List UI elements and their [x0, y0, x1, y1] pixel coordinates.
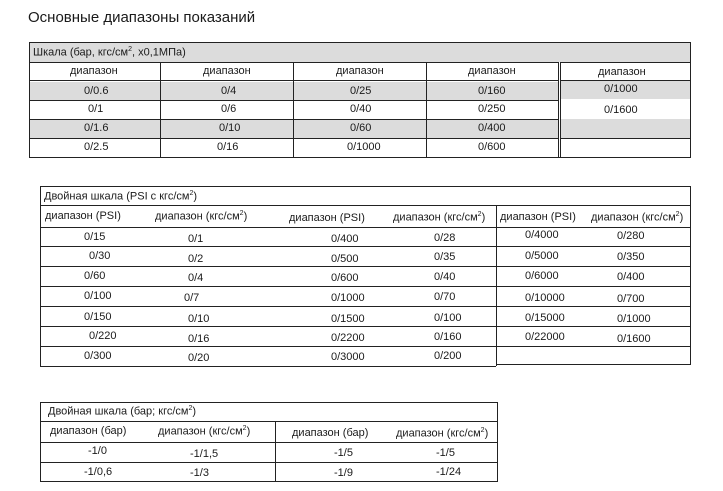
table2-cell: 0/3000 [331, 351, 365, 363]
page-title: Основные диапазоны показаний [28, 9, 256, 26]
table3-cell: -1/3 [190, 467, 209, 479]
table2-cell: 0/10000 [525, 292, 565, 304]
table3-cell: -1/0 [88, 445, 107, 457]
table1-cell: 0/1.6 [84, 122, 109, 134]
table2-cell: 0/6000 [525, 270, 559, 282]
table1-cell: 0/60 [350, 122, 372, 134]
table3-cell: -1/24 [436, 466, 462, 478]
table2-cell: 0/350 [617, 251, 645, 263]
table2-cell: 0/30 [89, 250, 111, 262]
table2-cell: 0/220 [89, 330, 117, 342]
table2-cell: 0/200 [434, 350, 462, 362]
table2-header-kgs: диапазон $(кгс/см^2)$ [591, 211, 684, 224]
table3-title: Двойная шкала (бар; кгс/$см^2$) [48, 405, 197, 418]
table1-cell: 0/16 [217, 141, 239, 153]
table2-header-psi: диапазон (PSI) [289, 212, 365, 224]
table2-cell: 0/7 [184, 292, 200, 304]
table3-cell: -1/5 [334, 447, 353, 459]
table3-header-kgs: диапазон $(кгс/см^2)$ [396, 427, 489, 440]
table2-cell: 0/100 [434, 312, 462, 324]
table2-cell: 0/160 [434, 331, 462, 343]
table2-title: Двойная шкала (PSI с кгс/$см^2$) [44, 190, 198, 203]
table2-cell: 0/100 [84, 290, 112, 302]
table3-header-bar: диапазон (бар) [50, 425, 127, 437]
table2-header-kgs: диапазон $(кгс/см^2)$ [393, 211, 486, 224]
table1-title: Шкала (бар, кгс/$см^2$, х0,1МПа) [33, 46, 186, 59]
table3-cell: -1/9 [334, 467, 353, 479]
table2-cell: 0/60 [84, 270, 106, 282]
table2-header-psi: диапазон (PSI) [500, 211, 576, 223]
table2-cell: 0/400 [617, 271, 645, 283]
table1-cell: 0/0.6 [84, 85, 109, 97]
table2-header-psi: диапазон (PSI) [45, 210, 121, 222]
table1-cell: 0/10 [219, 122, 241, 134]
table2-cell: 0/1000 [617, 313, 651, 325]
table3-header-bar: диапазон (бар) [292, 427, 369, 439]
table2-cell: 0/16 [188, 333, 210, 345]
table2-cell: 0/15000 [525, 312, 565, 324]
table2-cell: 0/4000 [525, 229, 559, 241]
table1-cell: 0/4 [221, 85, 237, 97]
table1-header: диапазон [203, 65, 251, 77]
table2-cell: 0/1 [188, 233, 204, 245]
table2-cell: 0/40 [434, 271, 456, 283]
table2-cell: 0/1600 [617, 333, 651, 345]
table2-cell: 0/400 [331, 233, 359, 245]
table2-cell: 0/2200 [331, 332, 365, 344]
table2-cell: 0/150 [84, 311, 112, 323]
table3-cell: -1/1,5 [190, 448, 219, 460]
table1-cell: 0/600 [478, 141, 506, 153]
table1-cell: 0/1 [88, 103, 104, 115]
table3-cell: -1/5 [436, 447, 455, 459]
table1-cell: 0/160 [478, 85, 506, 97]
table2-cell: 0/28 [434, 232, 456, 244]
table1-cell: 0/1000 [604, 83, 638, 95]
table1-cell: 0/400 [478, 122, 506, 134]
table2-cell: 0/600 [331, 272, 359, 284]
table2-cell: 0/15 [84, 231, 106, 243]
table2-cell: 0/4 [188, 272, 204, 284]
table2-cell: 0/300 [84, 350, 112, 362]
table2-cell: 0/5000 [525, 250, 559, 262]
table2-header-kgs: диапазон $(кгс/см^2)$ [155, 210, 248, 223]
table2-cell: 0/500 [331, 253, 359, 265]
table2-cell: 0/280 [617, 230, 645, 242]
table3-header-kgs: диапазон $(кгс/см^2)$ [158, 425, 251, 438]
table1-cell: 0/2.5 [84, 141, 109, 153]
table1-cell: 0/250 [478, 103, 506, 115]
table2-cell: 0/20 [188, 352, 210, 364]
table2-cell: 0/1000 [331, 292, 365, 304]
table1-header: диапазон [336, 65, 384, 77]
table1-cell: 0/6 [221, 103, 237, 115]
table2-cell: 0/35 [434, 251, 456, 263]
table2-cell: 0/700 [617, 293, 645, 305]
table2-cell: 0/70 [434, 291, 456, 303]
table2-cell: 0/22000 [525, 331, 565, 343]
table1-header: диапазон [468, 65, 516, 77]
table3-cell: -1/0,6 [84, 466, 113, 478]
table1-cell: 0/25 [350, 85, 372, 97]
table1-header: диапазон [70, 65, 118, 77]
table2-cell: 0/10 [188, 313, 210, 325]
table1-cell: 0/40 [350, 103, 372, 115]
table2-cell: 0/1500 [331, 313, 365, 325]
table1-cell: 0/1000 [347, 141, 381, 153]
table1-cell: 0/1600 [604, 104, 638, 116]
table1-header: диапазон [598, 66, 646, 78]
table2-cell: 0/2 [188, 253, 204, 265]
